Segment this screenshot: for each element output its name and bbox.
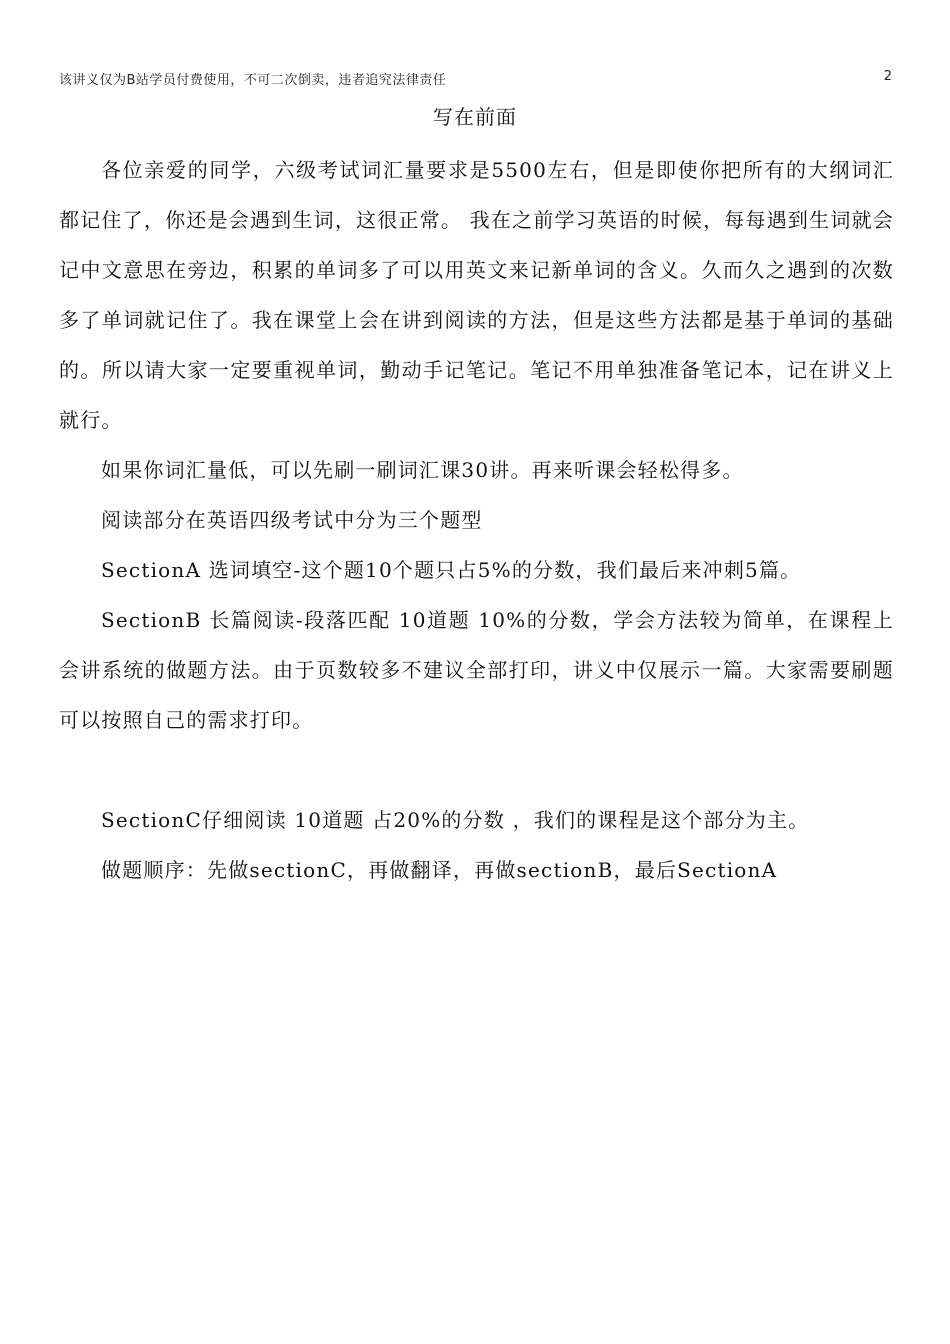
paragraph-vocab-tip: 如果你词汇量低，可以先刷一刷词汇课30讲。再来听课会轻松得多。 — [101, 458, 744, 482]
paragraph-section-a: SectionA 选词填空-这个题10个题只占5%的分数，我们最后来冲刺5篇。 — [101, 558, 802, 582]
page-header — [59, 69, 892, 89]
paragraph-intro: 各位亲爱的同学，六级考试词汇量要求是5500左右，但是即使你把所有的大纲词汇都记住了，你还是会遇到生词，这很正常。 我在之前学习英语的时候，每每遇到生词就会记中文意思在旁边，积累的单词多了可以用英文来记新单词的含义。久而久之遇到的次数多了单词就记住了。我在课堂上会在讲到阅读的方法，但是这些方法都是基于单词的基础的。所以请大家一定要重视单词，勤动手记笔记。笔记不用单独准备笔记本，记在讲义上就行。 — [59, 158, 894, 432]
paragraph-spacer — [59, 745, 894, 795]
paragraph-reading-types: 阅读部分在英语四级考试中分为三个题型 — [101, 508, 483, 532]
copyright-notice: 该讲义仅为B站学员付费使用，不可二次倒卖，违者追究法律责任 — [59, 73, 447, 88]
body-text — [59, 145, 894, 895]
paragraph-section-b: SectionB 长篇阅读-段落匹配 10道题 10%的分数，学会方法较为简单，在课程上会讲系统的做题方法。由于页数较多不建议全部打印，讲义中仅展示一篇。大家需要刷题可以按照自己的需求打印。 — [59, 608, 894, 732]
section-title: 写在前面 — [433, 105, 517, 129]
page-number: 2 — [883, 69, 892, 84]
paragraph-section-c: SectionC仔细阅读 10道题 占20%的分数 ，我们的课程是这个部分为主。 — [101, 808, 810, 832]
paragraph-order: 做题顺序：先做sectionC，再做翻译，再做sectionB，最后SectionA — [101, 858, 778, 882]
